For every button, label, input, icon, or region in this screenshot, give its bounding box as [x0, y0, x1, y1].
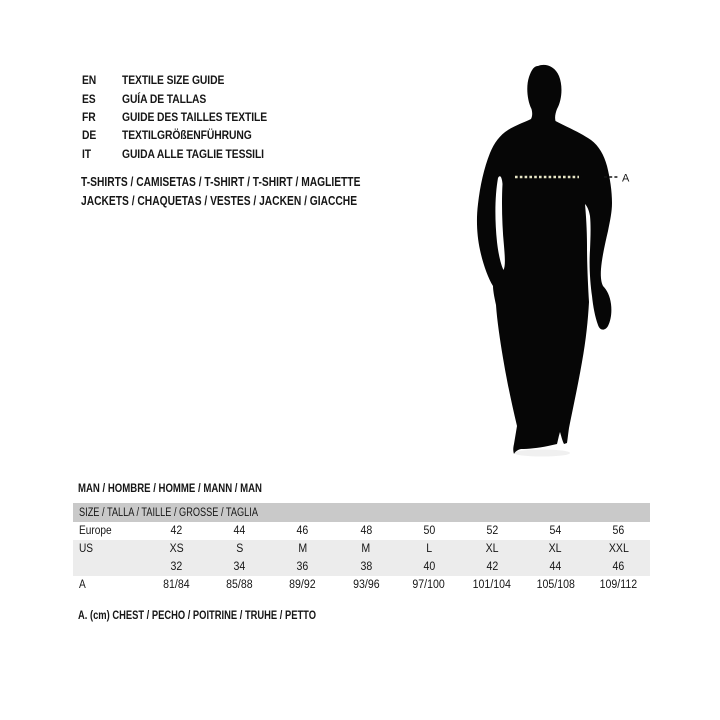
language-guide-row	[82, 71, 291, 89]
language-guide-row	[82, 145, 291, 163]
size-cell: S	[236, 543, 244, 555]
size-table-row	[73, 540, 650, 558]
product-type-block	[81, 172, 422, 210]
size-table-body	[73, 522, 650, 594]
language-guide-row	[82, 89, 291, 107]
size-cell: 38	[360, 561, 372, 573]
size-table	[73, 503, 650, 594]
size-cell: 40	[423, 561, 435, 573]
language-guide-row	[82, 108, 291, 126]
chest-measure-label: A	[622, 172, 630, 185]
size-cell: 32	[170, 561, 183, 573]
size-row-label: US	[79, 543, 94, 555]
size-cell: 46	[296, 525, 309, 537]
size-cell: 101/104	[473, 579, 512, 591]
section-title: MAN / HOMBRE / HOMME / MANN / MAN	[78, 481, 262, 495]
size-cell: 89/92	[289, 579, 317, 591]
size-cell: L	[426, 543, 433, 555]
language-guide-text: TEXTILGRÖßENFÜHRUNG	[122, 128, 252, 143]
language-guide-row	[82, 126, 291, 144]
size-cell: XL	[548, 543, 562, 555]
language-guide-text: TEXTILE SIZE GUIDE	[122, 73, 225, 88]
product-type-line-1: T-SHIRTS / CAMISETAS / T-SHIRT / T-SHIRT / MAGLIETTE	[81, 174, 361, 189]
size-cell: 105/108	[536, 579, 575, 591]
size-cell: 34	[233, 561, 246, 573]
size-row-label: A	[79, 579, 86, 591]
language-code: FR	[82, 109, 96, 124]
language-guide-list	[82, 71, 291, 163]
language-guide-text: GUÍA DE TALLAS	[122, 91, 207, 106]
floor-shadow	[514, 450, 570, 457]
size-cell: 81/84	[163, 579, 190, 591]
language-code: EN	[82, 73, 97, 88]
language-guide-text: GUIDE DES TAILLES TEXTILE	[122, 109, 268, 124]
size-cell: 97/100	[412, 579, 446, 591]
size-table-row	[73, 558, 650, 576]
language-code: DE	[82, 128, 97, 143]
size-cell: 85/88	[226, 579, 253, 591]
size-cell: 109/112	[599, 579, 638, 591]
man-body-shape	[477, 65, 612, 454]
size-cell: XL	[485, 543, 499, 555]
size-table-row	[73, 522, 650, 540]
size-cell: 44	[233, 525, 246, 537]
man-silhouette-figure	[460, 50, 660, 470]
product-type-line-2: JACKETS / CHAQUETAS / VESTES / JACKEN / GIACCHE	[81, 193, 358, 208]
language-code: ES	[82, 91, 96, 106]
language-guide-text: GUIDA ALLE TAGLIE TESSILI	[122, 146, 264, 161]
size-cell: 36	[296, 561, 309, 573]
size-cell: 93/96	[352, 579, 380, 591]
size-cell: 54	[549, 525, 562, 537]
size-row-label	[73, 561, 145, 573]
size-cell: XXL	[608, 543, 629, 555]
size-cell: XS	[169, 543, 184, 555]
size-cell: 50	[423, 525, 435, 537]
size-cell: 48	[360, 525, 372, 537]
man-silhouette-svg	[460, 50, 660, 470]
language-code: IT	[82, 146, 92, 161]
measure-footnote: A. (cm) CHEST / PECHO / POITRINE / TRUHE / PETTO	[78, 608, 317, 622]
size-table-header: SIZE / TALLA / TAILLE / GRÖSSE / TAGLIA	[73, 503, 650, 522]
size-cell: 42	[170, 525, 183, 537]
size-row-label: Europe	[79, 525, 112, 537]
size-cell: 42	[486, 561, 499, 573]
size-cell: M	[361, 543, 371, 555]
size-cell: 52	[486, 525, 499, 537]
size-table-row	[73, 576, 650, 594]
size-cell: M	[298, 543, 308, 555]
size-cell: 46	[612, 561, 625, 573]
size-cell: 56	[612, 525, 625, 537]
size-cell: 44	[549, 561, 562, 573]
